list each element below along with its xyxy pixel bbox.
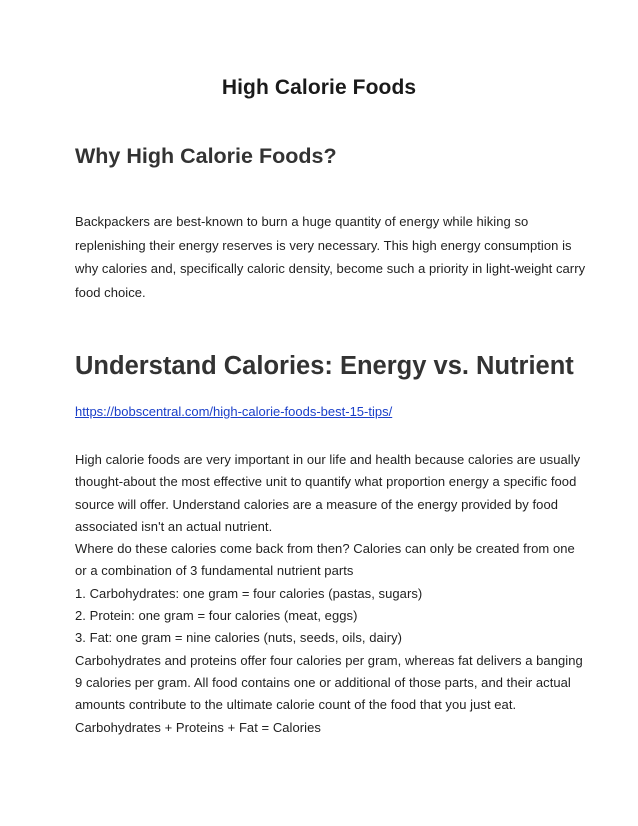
list-item: 1. Carbohydrates: one gram = four calories (pastas, sugars): [75, 585, 423, 601]
paragraph-line: 9 calories per gram. All food contains one or additional of those parts, and their actual: [75, 674, 571, 690]
paragraph-line: Carbohydrates and proteins offer four calories per gram, whereas fat delivers a banging: [75, 652, 583, 668]
section-heading-understand: Understand Calories: Energy vs. Nutrient: [75, 352, 574, 380]
paragraph-line: food choice.: [75, 285, 146, 301]
list-item: 3. Fat: one gram = nine calories (nuts, seeds, oils, dairy): [75, 630, 403, 646]
body-paragraph: [75, 449, 583, 739]
document-title: High Calorie Foods: [221, 76, 417, 99]
paragraph-line: thought-about the most effective unit to quantify what proportion energy a specific food: [75, 474, 577, 490]
paragraph-line: replenishing their energy reserves is very necessary. This high energy consumption is: [75, 237, 572, 253]
paragraph-line: Backpackers are best-known to burn a huge quantity of energy while hiking so: [75, 214, 529, 229]
source-link[interactable]: https://bobscentral.com/high-calorie-foods-best-15-tips/: [75, 404, 393, 419]
paragraph-line: or a combination of 3 fundamental nutrient parts: [75, 563, 354, 579]
paragraph-line: Where do these calories come back from then? Calories can only be created from one: [75, 541, 575, 557]
paragraph-line: associated isn't an actual nutrient.: [75, 518, 273, 534]
paragraph-line: why calories and, specifically caloric density, become such a priority in light-weight carry: [75, 261, 586, 277]
section-heading-why: Why High Calorie Foods?: [75, 144, 337, 168]
formula-line: Carbohydrates + Proteins + Fat = Calories: [75, 719, 321, 735]
paragraph-line: amounts contribute to the ultimate calorie count of the food that you just eat.: [75, 697, 517, 713]
list-item: 2. Protein: one gram = four calories (meat, eggs): [75, 608, 358, 624]
paragraph-line: source will offer. Understand calories are a measure of the energy provided by food: [75, 496, 559, 512]
intro-paragraph: [75, 210, 586, 305]
paragraph-line: High calorie foods are very important in our life and health because calories are usually: [75, 452, 581, 467]
